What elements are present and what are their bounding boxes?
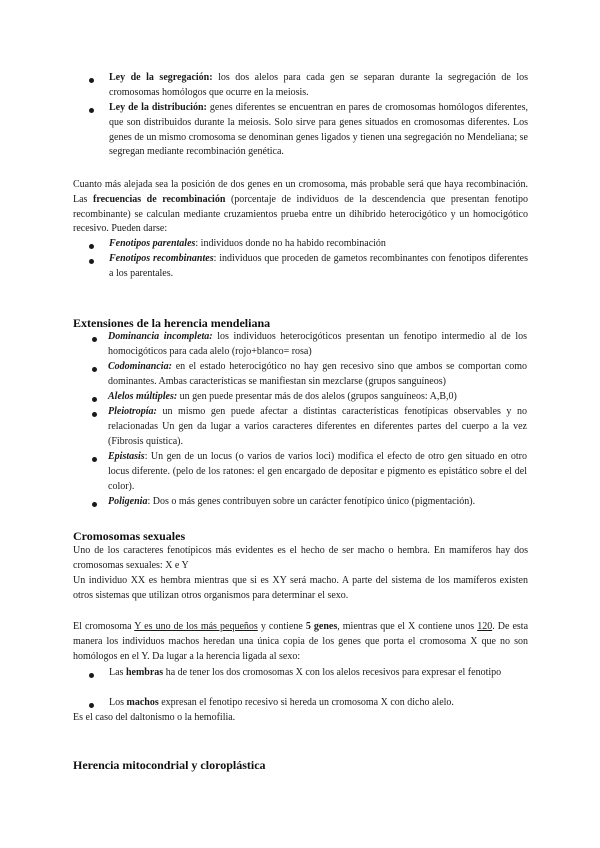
section-heading-sexuales: Cromosomas sexuales [73,529,186,543]
list-item: Codominancia: en el estado heterocigótico no hay gen recesivo sino que ambos se comportan como dominantes. Ambas características se manifiestan sin mezclarse (grupos sanguíneos) [108,361,527,387]
paragraph: Uno de los caracteres fenotípicos más evidentes es el hecho de ser macho o hembra. En mamíferos hay dos cromosomas sexuales: X e Y [73,545,528,571]
bullet-icon [89,673,94,678]
bullet-icon [92,337,97,342]
recombination-term: frecuencias de recombinación [93,193,226,205]
bullet-icon [89,108,94,113]
law-segregation-term: Ley de la segregación: [109,72,213,83]
list-item: Fenotipos parentales: individuos donde no ha habido recombinación [109,238,386,249]
paragraph: Es el caso del daltonismo o la hemofilia. [73,712,236,723]
bullet-icon [89,78,94,83]
paragraph: El cromosoma Y es uno de los más pequeños y contiene 5 genes, mientras que el X contiene unos 120. De esta manera los individuos machos heredan una única copia de los genes que porta el cromosoma X que no son homólogos en el Y. Da lugar a la herencia ligada al sexo: [73,621,529,662]
bullet-icon [92,502,97,507]
list-item: Dominancia incompleta: los individuos heterocigóticos presentan un fenotipo intermedio al de los homocigóticos para cada alelo (rojo+blanco= rosa) [108,331,528,357]
law-segregation: Ley de la segregación: los dos alelos para cada gen se separan durante la segregación de los cromosomas homólogos que ocurre en la meiosis. [109,72,528,98]
list-item: Las hembras ha de tener los dos cromosomas X con los alelos recesivos para expresar el fenotipo [109,667,502,678]
bullet-icon [92,457,97,462]
list-item: Pleiotropía: un mismo gen puede afectar a distintas características fenotípicas observables y no relacionadas Un gen da lugar a varios caracteres diferentes en diferentes partes del cuerpo a la vez (Fibrosis quística). [108,406,527,447]
section-heading-extensiones: Extensiones de la herencia mendeliana [73,316,271,330]
list-item: Poligenia: Dos o más genes contribuyen sobre un carácter fenotípico único (pigmentación). [108,496,476,507]
bullet-icon [89,259,94,264]
recombination-paragraph: Cuanto más alejada sea la posición de dos genes en un cromosoma, más probable será que haya recombinación. Las frecuencias de recombinación (porcentaje de individuos de la descendencia que presentan fenotipo recombinante) se calculan mediante cruzamientos prueba entre un dihíbrido heterocigótico y un homocigótico recesivo. Pueden darse: [73,179,529,235]
section-heading-mitocondrial: Herencia mitocondrial y cloroplástica [73,758,266,772]
bullet-icon [92,397,97,402]
bullet-icon [92,412,97,417]
list-item: Alelos múltiples: un gen puede presentar más de dos alelos (grupos sanguíneos: A,B,0) [108,391,457,402]
bullet-icon [89,703,94,708]
bullet-icon [92,367,97,372]
list-item: Los machos expresan el fenotipo recesivo si hereda un cromosoma X con dicho alelo. [109,697,454,708]
bullet-icon [89,244,94,249]
paragraph: Un individuo XX es hembra mientras que si es XY será macho. A parte del sistema de los mamíferos existen otros sistemas que utilizan otros organismos para determinar el sexo. [73,575,528,601]
law-distribution: Ley de la distribución: genes diferentes se encuentran en pares de cromosomas homólogos diferentes, que son distribuidos durante la meiosis. Solo sirve para genes situados en cromosomas diferentes. Los genes de un mismo cromosoma se denominan genes ligados y tienen una segregación no Mendeliana; se segregan mediante recombinación genética. [109,102,528,158]
law-distribution-term: Ley de la distribución: [109,102,207,113]
list-item: Epistasis: Un gen de un locus (o varios de varios loci) modifica el efecto de otro gen situado en otro locus diferente. (pelo de los ratones: el gen encargado de depositar e pigmento es epistático sobre el del color). [108,451,527,492]
list-item: Fenotipos recombinantes: individuos que proceden de gametos recombinantes con fenotipos diferentes a los parentales. [109,253,528,279]
